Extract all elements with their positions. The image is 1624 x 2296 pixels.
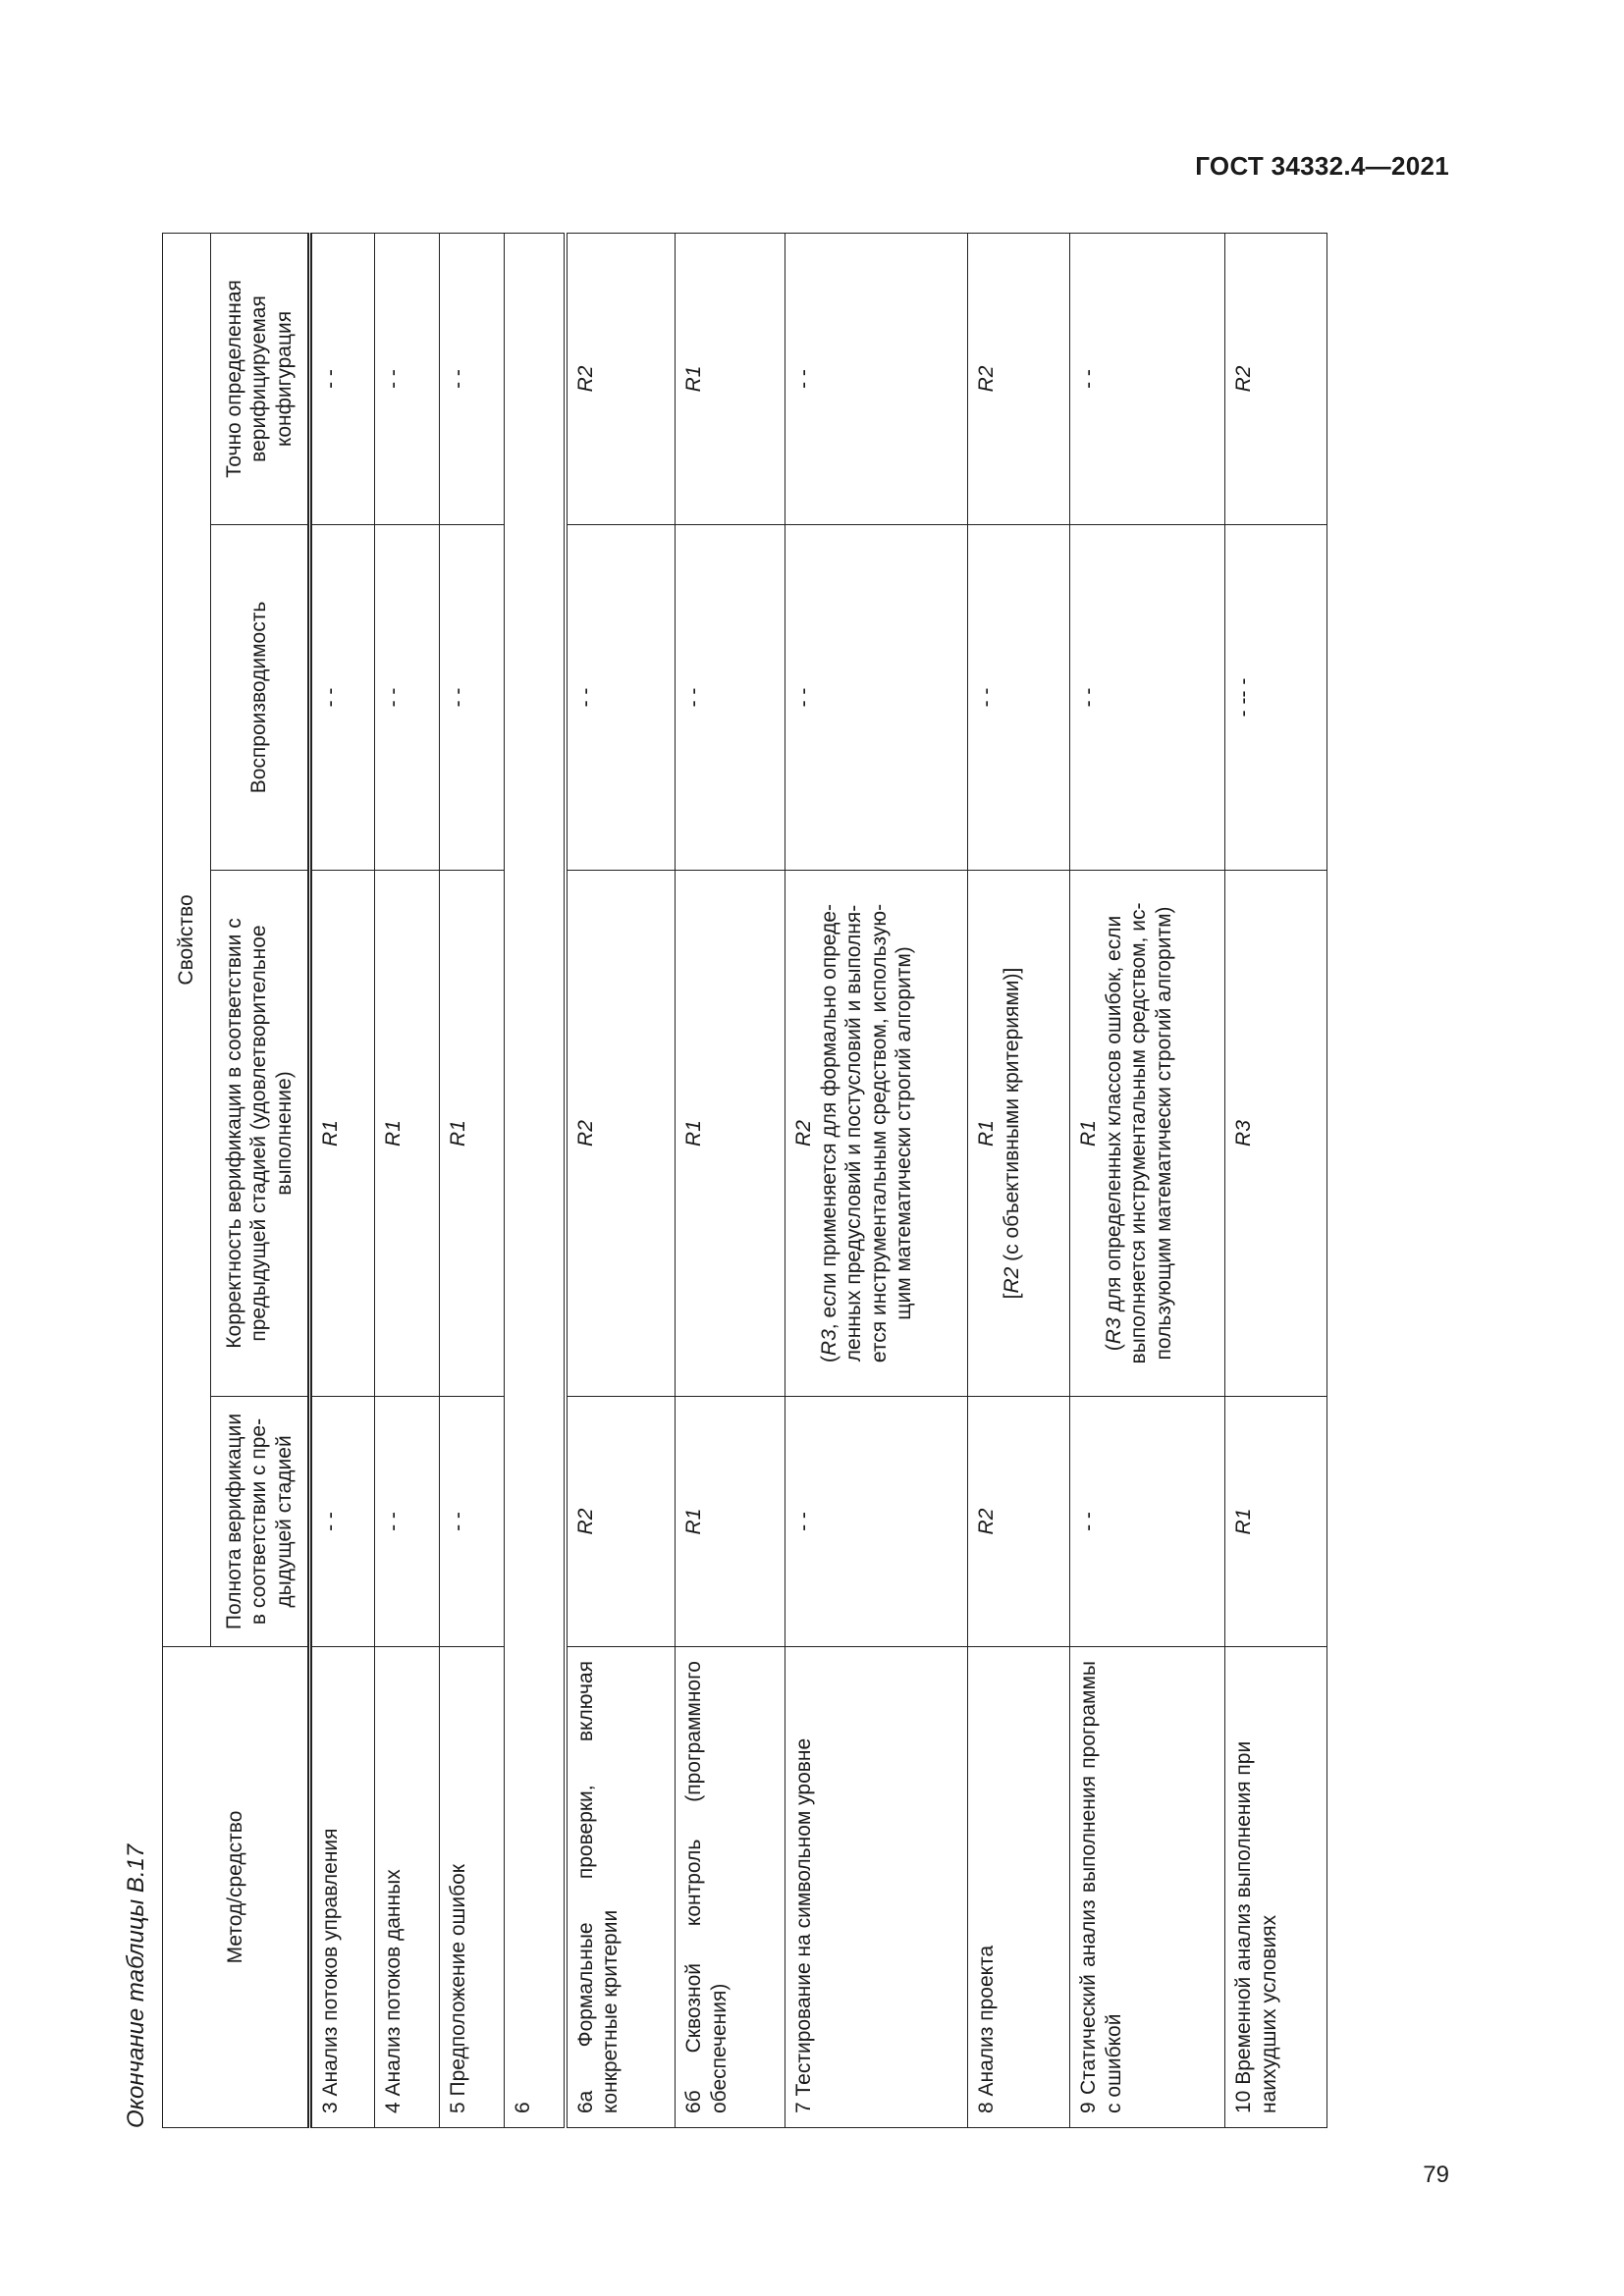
header-correctness: Корректность верификации в соответствии с предыдущей стадией (удовлетворительное выполнение) <box>211 871 310 1397</box>
table-row <box>968 233 1070 2127</box>
reproducibility-cell: - - <box>440 525 505 871</box>
reproducibility-cell: - - <box>375 525 440 871</box>
method-cell: 4 Анализ потоков данных <box>375 1647 440 2128</box>
table-row-group-6 <box>505 233 566 2127</box>
method-cell: 9 Статический анализ выполнения программы с ошибкой <box>1070 1647 1225 2128</box>
correctness-cell <box>1070 871 1225 1397</box>
configuration-cell: R2 <box>566 233 676 524</box>
table-row <box>310 233 375 2127</box>
completeness-cell <box>505 1397 566 1647</box>
correctness-cell: R1 <box>375 871 440 1397</box>
table-row <box>440 233 505 2127</box>
configuration-cell: R1 <box>676 233 785 524</box>
header-property-group: Свойство <box>163 233 211 1646</box>
configuration-cell <box>505 233 566 524</box>
correctness-cell <box>968 871 1070 1397</box>
correctness-cell: R3 <box>1225 871 1327 1397</box>
method-cell: 5 Предположение ошибок <box>440 1647 505 2128</box>
completeness-cell: - - <box>375 1397 440 1647</box>
table-row <box>1070 233 1225 2127</box>
correctness-cell: R2 <box>566 871 676 1397</box>
correctness-cell: R1 <box>440 871 505 1397</box>
header-method: Метод/средство <box>163 1647 310 2128</box>
configuration-cell: - - <box>785 233 968 524</box>
reproducibility-cell: - - <box>676 525 785 871</box>
correctness-value: R2 <box>792 1120 815 1147</box>
header-configuration: Точно определенная верифицируемая конфигурация <box>211 233 310 524</box>
reproducibility-cell: - - <box>566 525 676 871</box>
table-row <box>566 233 676 2127</box>
completeness-cell: R2 <box>566 1397 676 1647</box>
reproducibility-cell: - - <box>310 525 375 871</box>
configuration-cell: R2 <box>1225 233 1327 524</box>
table-row <box>785 233 968 2127</box>
r-code: R2 <box>1000 1266 1023 1294</box>
rotated-table-block <box>117 234 1280 2128</box>
completeness-cell: - - <box>440 1397 505 1647</box>
method-cell: 6а Формальные проверки, включая конкретные критерии <box>566 1647 676 2128</box>
correctness-cell <box>785 871 968 1397</box>
page-number: 79 <box>1423 2162 1449 2188</box>
configuration-cell: - - <box>1070 233 1225 524</box>
table-row <box>1225 233 1327 2127</box>
configuration-cell: - - <box>440 233 505 524</box>
table-row <box>676 233 785 2127</box>
completeness-cell: - - <box>785 1397 968 1647</box>
method-cell: 10 Временной анализ выполнения при наихудших условиях <box>1225 1647 1327 2128</box>
reproducibility-cell <box>505 525 566 871</box>
configuration-cell: - - <box>375 233 440 524</box>
verification-table <box>162 233 1327 2128</box>
r-code: R3 <box>817 1329 840 1357</box>
completeness-cell: - - <box>1070 1397 1225 1647</box>
correctness-note: (R3, если применяется для формально опреде-ленных предусловий и постусловий и выполня-ется инструментальным средством, использую-щим математически строгий алгоритм) <box>817 903 916 1363</box>
configuration-cell: - - <box>310 233 375 524</box>
header-row-group <box>163 233 211 2127</box>
completeness-cell: - - <box>310 1397 375 1647</box>
correctness-value: R1 <box>1077 1120 1100 1147</box>
header-reproducibility: Воспроизводимость <box>211 525 310 871</box>
reproducibility-cell: - - <box>785 525 968 871</box>
correctness-note: (R3 для определенных классов ошибок, если выполняется инструментальным средством, ис-пользующим математически строгий алгоритм) <box>1102 902 1175 1364</box>
configuration-cell: R2 <box>968 233 1070 524</box>
method-cell: 6 <box>505 1647 566 2128</box>
method-cell: 7 Тестирование на символьном уровне <box>785 1647 968 2128</box>
correctness-cell: R1 <box>676 871 785 1397</box>
correctness-cell <box>505 871 566 1397</box>
document-code: ГОСТ 34332.4—2021 <box>1195 151 1449 181</box>
completeness-cell: R1 <box>676 1397 785 1647</box>
r-code: R3 <box>1102 1317 1125 1345</box>
reproducibility-cell: - - <box>1070 525 1225 871</box>
completeness-cell: R1 <box>1225 1397 1327 1647</box>
table-caption: Окончание таблицы В.17 <box>123 1843 149 2128</box>
method-cell: 6б Сквозной контроль (программного обеспечения) <box>676 1647 785 2128</box>
completeness-cell: R2 <box>968 1397 1070 1647</box>
table-row <box>375 233 440 2127</box>
method-cell: 3 Анализ потоков управления <box>310 1647 375 2128</box>
correctness-cell: R1 <box>310 871 375 1397</box>
header-completeness: Полнота верификации в соответствии с пре-дыдущей стадией <box>211 1397 310 1647</box>
correctness-value: R1 <box>975 1120 998 1147</box>
method-cell: 8 Анализ проекта <box>968 1647 1070 2128</box>
reproducibility-cell: - - <box>968 525 1070 871</box>
correctness-note: [R2 (с объективными критериями)] <box>1000 967 1023 1300</box>
reproducibility-cell: - -- - <box>1225 525 1327 871</box>
